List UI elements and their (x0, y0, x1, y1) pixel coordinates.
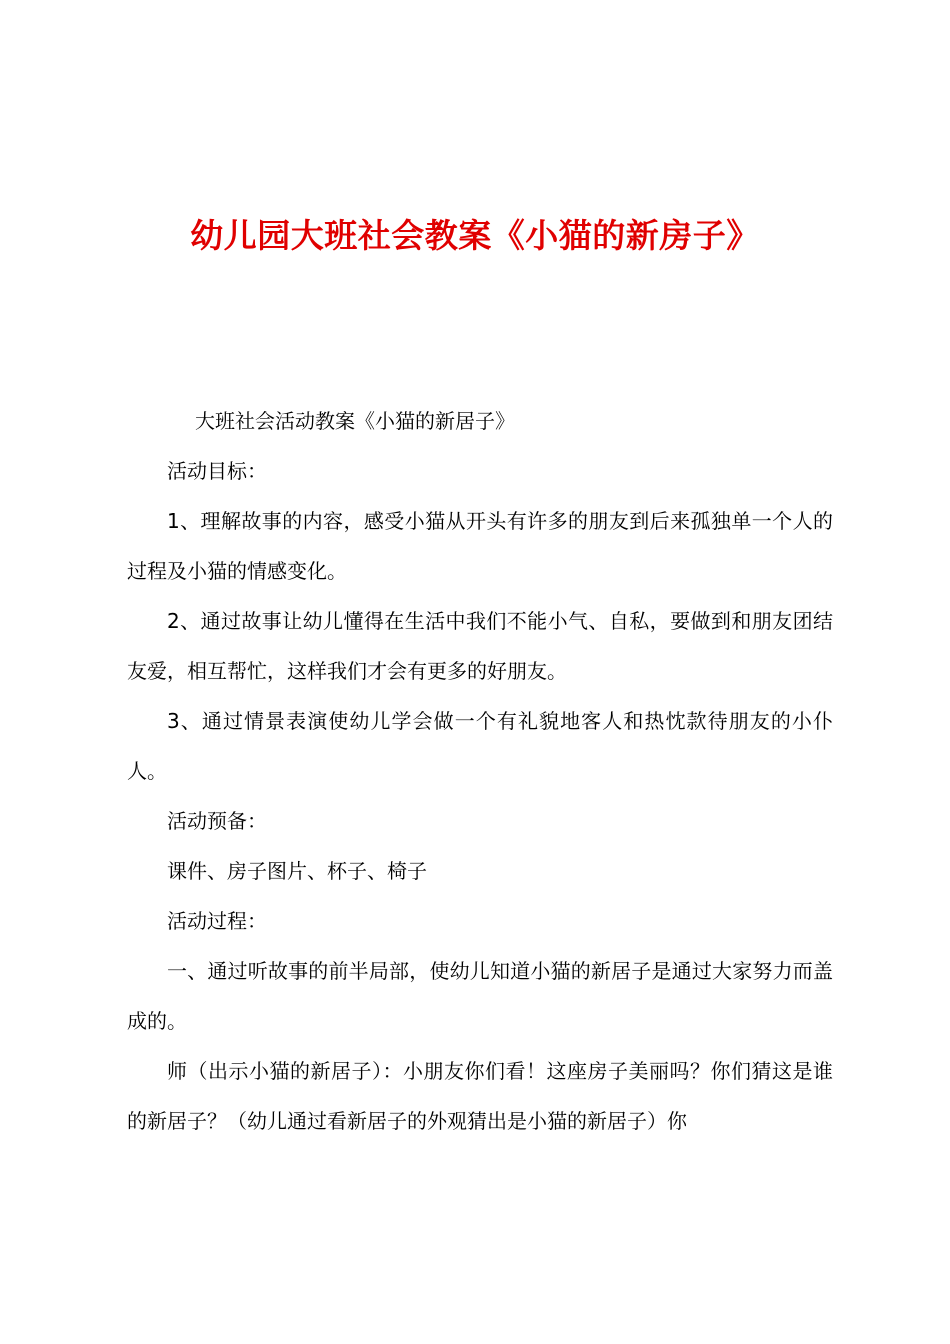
section-heading-process: 活动过程： (167, 909, 267, 933)
document-title: 幼儿园大班社会教案《小猫的新房子》 (190, 216, 760, 255)
paragraph-materials: 课件、房子图片、杯子、椅子 (167, 859, 427, 883)
paragraph-goal-2: 2、通过故事让幼儿懂得在生活中我们不能小气、自私，要做到和朋友团结友爱，相互帮忙，这样我们才会有更多的好朋友。 (127, 609, 833, 683)
document-body (127, 396, 833, 1146)
document-subtitle: 大班社会活动教案《小猫的新居子》 (195, 409, 515, 433)
section-heading-preparation: 活动预备： (167, 809, 267, 833)
paragraph-teacher-dialogue: 师（出示小猫的新居子）：小朋友你们看！这座房子美丽吗？你们猜这是谁的新居子？（幼儿通过看新居子的外观猜出是小猫的新居子）你 (127, 1059, 833, 1133)
paragraph-goal-3: 3、通过情景表演使幼儿学会做一个有礼貌地客人和热忱款待朋友的小仆人。 (127, 709, 833, 783)
paragraph-step-1: 一、通过听故事的前半局部，使幼儿知道小猫的新居子是通过大家努力而盖成的。 (127, 959, 833, 1033)
paragraph-goal-1: 1、理解故事的内容，感受小猫从开头有许多的朋友到后来孤独单一个人的过程及小猫的情感变化。 (127, 509, 833, 583)
section-heading-goals: 活动目标： (167, 459, 267, 483)
